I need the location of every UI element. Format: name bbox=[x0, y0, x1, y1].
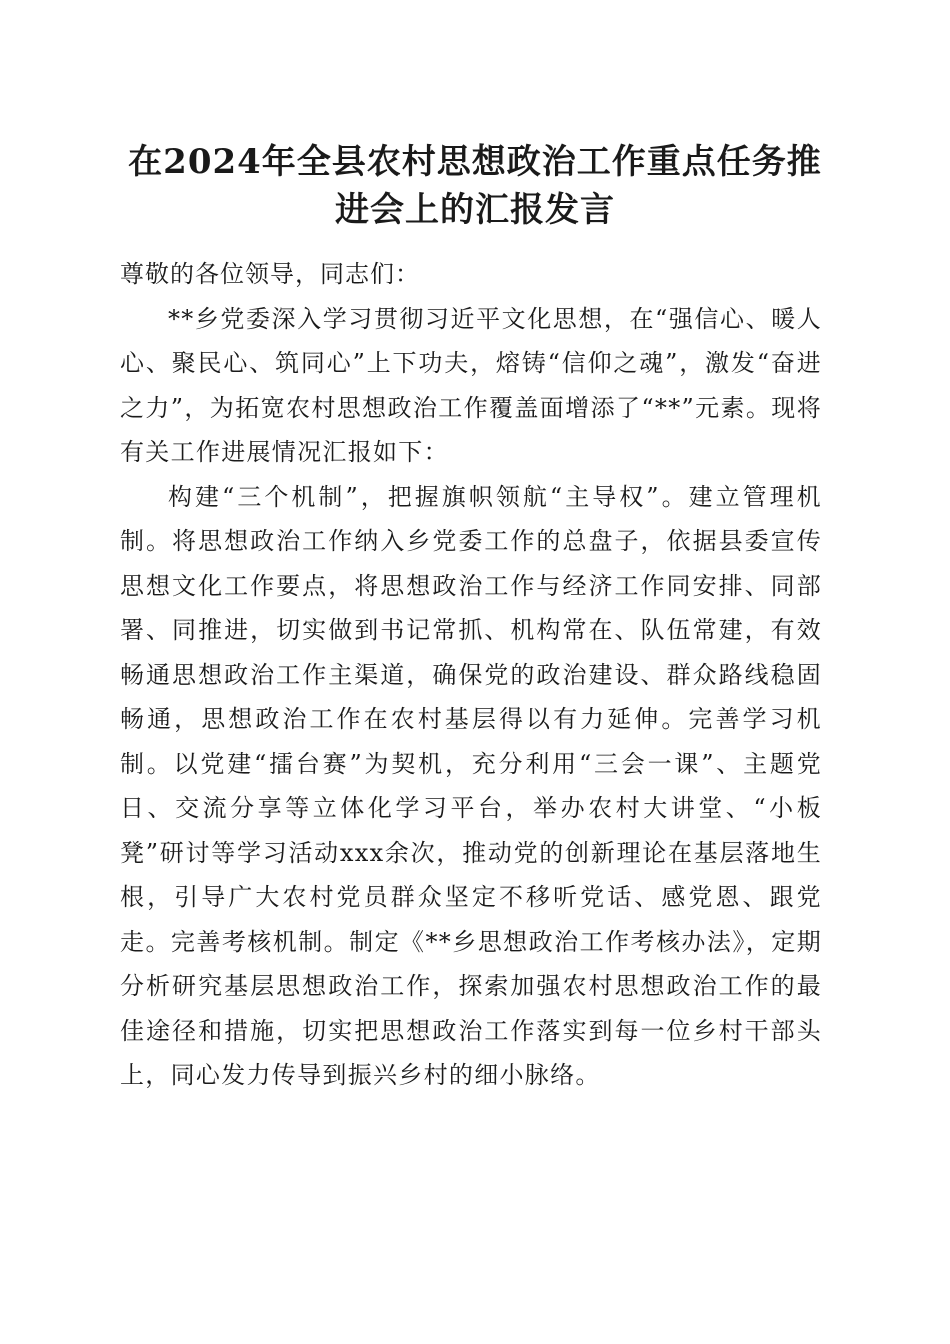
title-line-1: 在2024年全县农村思想政治工作重点任务推 bbox=[128, 142, 822, 182]
paragraph-intro: **乡党委深入学习贯彻习近平文化思想，在“强信心、暖人心、聚民心、筑同心”上下功夫，熔铸“信仰之魂”，激发“奋进之力”，为拓宽农村思想政治工作覆盖面增添了“**”元素。现将有关工作进展情况汇报如下： bbox=[120, 304, 822, 466]
title-line-2: 进会上的汇报发言 bbox=[335, 190, 615, 230]
salutation: 尊敬的各位领导，同志们： bbox=[120, 260, 420, 288]
document-title bbox=[120, 138, 830, 234]
paragraph-mechanisms: 构建“三个机制”，把握旗帜领航“主导权”。建立管理机制。将思想政治工作纳入乡党委工作的总盘子，依据县委宣传思想文化工作要点，将思想政治工作与经济工作同安排、同部署、同推进，切实做到书记常抓、机构常在、队伍常建，有效畅通思想政治工作主渠道，确保党的政治建设、群众路线稳固畅通，思想政治工作在农村基层得以有力延伸。完善学习机制。以党建“擂台赛”为契机，充分利用“三会一课”、主题党日、交流分享等立体化学习平台，举办农村大讲堂、“小板凳”研讨等学习活动xxx余次，推动党的创新理论在基层落地生根，引导广大农村党员群众坚定不移听党话、感党恩、跟党走。完善考核机制。制定《**乡思想政治工作考核办法》，定期分析研究基层思想政治工作，探索加强农村思想政治工作的最佳途径和措施，切实把思想政治工作落实到每一位乡村干部头上，同心发力传导到振兴乡村的细小脉络。 bbox=[120, 482, 822, 1089]
document-body bbox=[120, 252, 822, 1098]
